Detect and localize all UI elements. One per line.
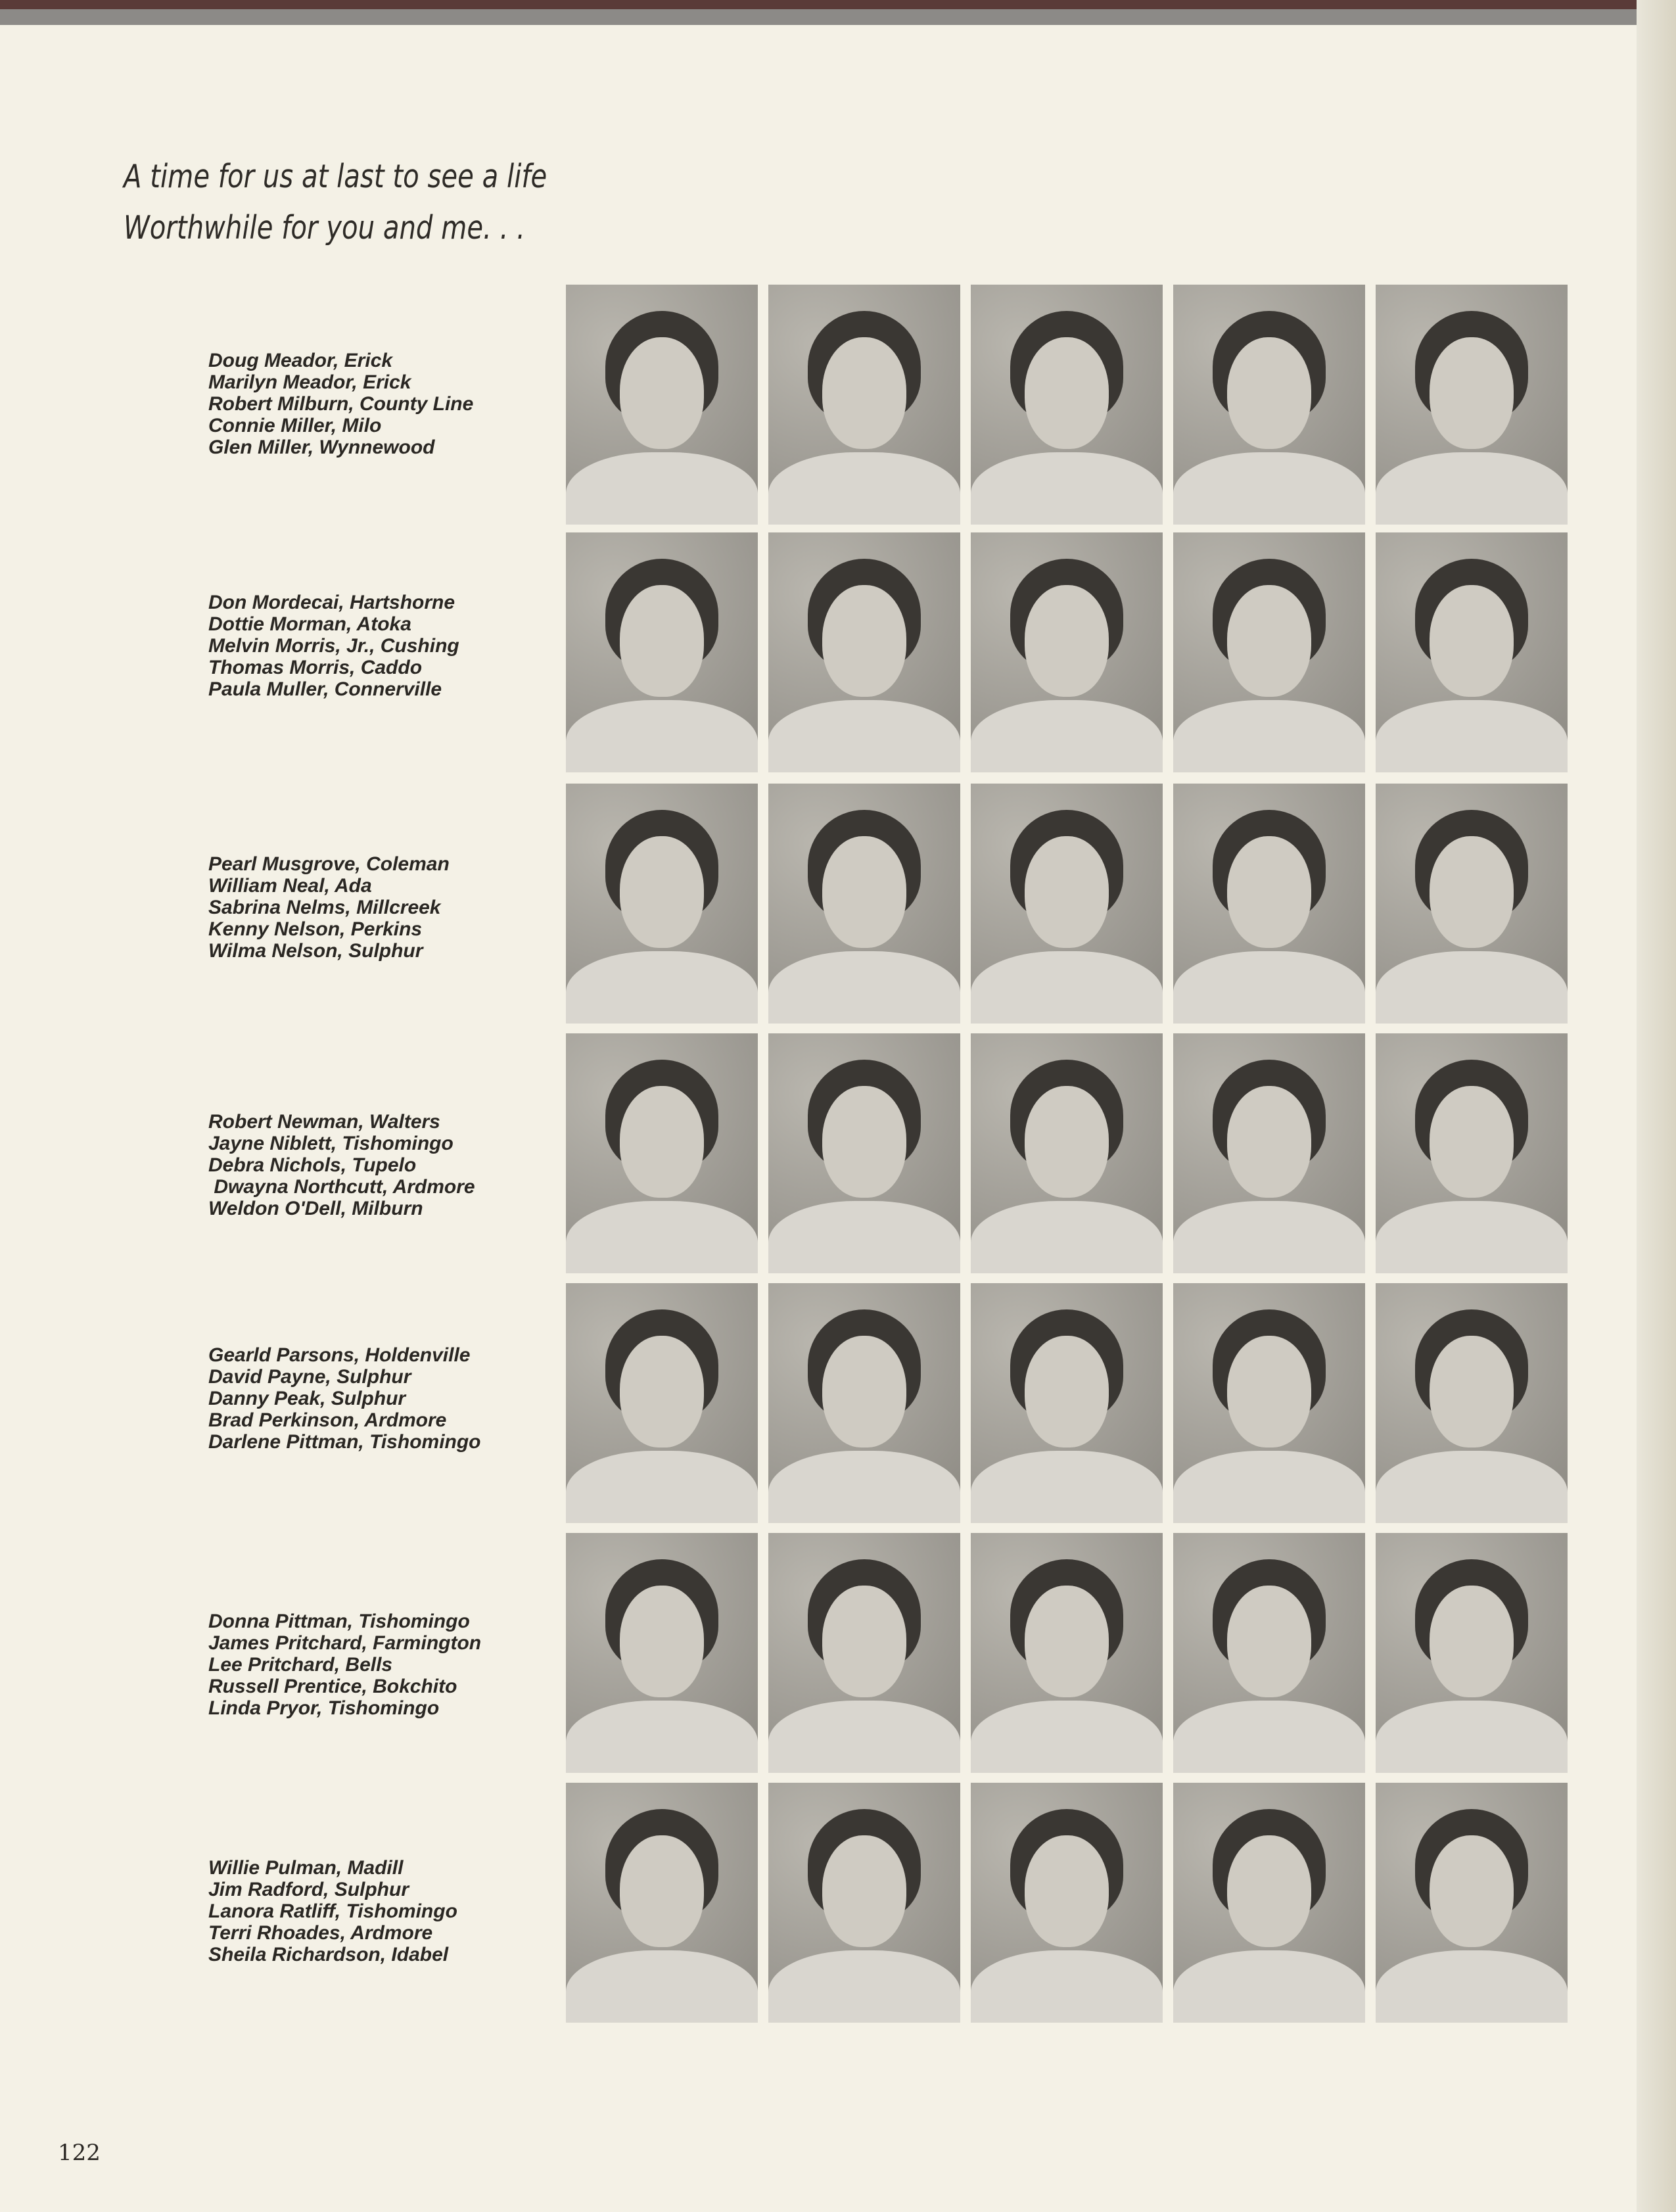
name-caption: Jim Radford, Sulphur — [208, 1879, 409, 1900]
name-caption: Thomas Morris, Caddo — [208, 657, 423, 678]
name-list-row-7 — [208, 1857, 550, 1965]
portrait-photo — [1376, 1033, 1568, 1273]
name-list-row-1 — [208, 350, 550, 458]
portrait-photo — [1376, 532, 1568, 772]
name-caption: Danny Peak, Sulphur — [208, 1388, 406, 1409]
name-caption: Willie Pulman, Madill — [208, 1857, 404, 1879]
name-caption: Dottie Morman, Atoka — [208, 613, 411, 635]
portrait-photo — [971, 285, 1163, 525]
name-caption: Gearld Parsons, Holdenville — [208, 1344, 471, 1366]
name-caption: David Payne, Sulphur — [208, 1366, 411, 1388]
name-list-row-3 — [208, 853, 550, 962]
name-caption: Darlene Pittman, Tishomingo — [208, 1431, 481, 1453]
portrait-photo — [566, 1533, 758, 1773]
portrait-photo — [566, 285, 758, 525]
portrait-photo — [1376, 1283, 1568, 1523]
name-caption: Glen Miller, Wynnewood — [208, 436, 435, 458]
portrait-photo — [1173, 1783, 1365, 2023]
page-right-edge — [1637, 0, 1676, 2212]
portrait-photo — [768, 285, 960, 525]
portrait-photo — [1376, 285, 1568, 525]
page-binding-strip — [0, 9, 1676, 25]
portrait-photo — [768, 532, 960, 772]
name-caption: William Neal, Ada — [208, 875, 372, 897]
headline-line-1: A time for us at last to see a life — [124, 158, 547, 195]
name-caption: Lanora Ratliff, Tishomingo — [208, 1900, 457, 1922]
name-caption: Weldon O'Dell, Milburn — [208, 1198, 423, 1219]
portrait-photo — [1173, 1033, 1365, 1273]
headline — [124, 151, 663, 254]
name-list-row-2 — [208, 592, 550, 700]
portrait-photo — [971, 1533, 1163, 1773]
name-caption: Don Mordecai, Hartshorne — [208, 592, 455, 613]
page-number: 122 — [58, 2140, 101, 2166]
portrait-photo — [971, 1283, 1163, 1523]
name-caption: Paula Muller, Connerville — [208, 678, 442, 700]
name-caption: Lee Pritchard, Bells — [208, 1654, 393, 1676]
portrait-photo — [566, 784, 758, 1024]
portrait-photo — [566, 1783, 758, 2023]
name-caption: Sabrina Nelms, Millcreek — [208, 897, 441, 918]
headline-line-2: Worthwhile for you and me. . . — [124, 209, 525, 247]
portrait-photo — [768, 784, 960, 1024]
portrait-photo — [768, 1783, 960, 2023]
portrait-photo — [768, 1283, 960, 1523]
portrait-photo — [768, 1533, 960, 1773]
portrait-photo — [971, 532, 1163, 772]
portrait-photo — [1376, 784, 1568, 1024]
portrait-photo — [566, 532, 758, 772]
name-caption: Linda Pryor, Tishomingo — [208, 1697, 440, 1719]
name-list-row-4 — [208, 1111, 550, 1219]
portrait-photo — [1173, 532, 1365, 772]
name-list-row-6 — [208, 1611, 550, 1719]
portrait-photo — [768, 1033, 960, 1273]
name-caption: Robert Newman, Walters — [208, 1111, 440, 1133]
name-caption: Wilma Nelson, Sulphur — [208, 940, 423, 962]
name-caption: Terri Rhoades, Ardmore — [208, 1922, 433, 1944]
portrait-photo — [566, 1033, 758, 1273]
portrait-photo — [1173, 784, 1365, 1024]
name-caption: Melvin Morris, Jr., Cushing — [208, 635, 459, 657]
name-caption: Marilyn Meador, Erick — [208, 371, 411, 393]
name-caption: Debra Nichols, Tupelo — [208, 1154, 417, 1176]
name-caption: Connie Miller, Milo — [208, 415, 382, 436]
name-caption: Sheila Richardson, Idabel — [208, 1944, 449, 1965]
name-caption: Brad Perkinson, Ardmore — [208, 1409, 447, 1431]
portrait-photo — [1173, 285, 1365, 525]
name-caption: Jayne Niblett, Tishomingo — [208, 1133, 454, 1154]
portrait-photo — [566, 1283, 758, 1523]
portrait-photo — [1376, 1533, 1568, 1773]
name-caption: Dwayna Northcutt, Ardmore — [208, 1176, 475, 1198]
name-list-row-5 — [208, 1344, 550, 1453]
name-caption: Pearl Musgrove, Coleman — [208, 853, 450, 875]
portrait-photo — [971, 1783, 1163, 2023]
portrait-photo — [971, 784, 1163, 1024]
portrait-photo — [1173, 1533, 1365, 1773]
portrait-photo — [1173, 1283, 1365, 1523]
name-caption: James Pritchard, Farmington — [208, 1632, 482, 1654]
portrait-photo — [971, 1033, 1163, 1273]
name-caption: Donna Pittman, Tishomingo — [208, 1611, 470, 1632]
portrait-photo — [1376, 1783, 1568, 2023]
name-caption: Russell Prentice, Bokchito — [208, 1676, 457, 1697]
name-caption: Robert Milburn, County Line — [208, 393, 474, 415]
name-caption: Kenny Nelson, Perkins — [208, 918, 423, 940]
name-caption: Doug Meador, Erick — [208, 350, 393, 371]
